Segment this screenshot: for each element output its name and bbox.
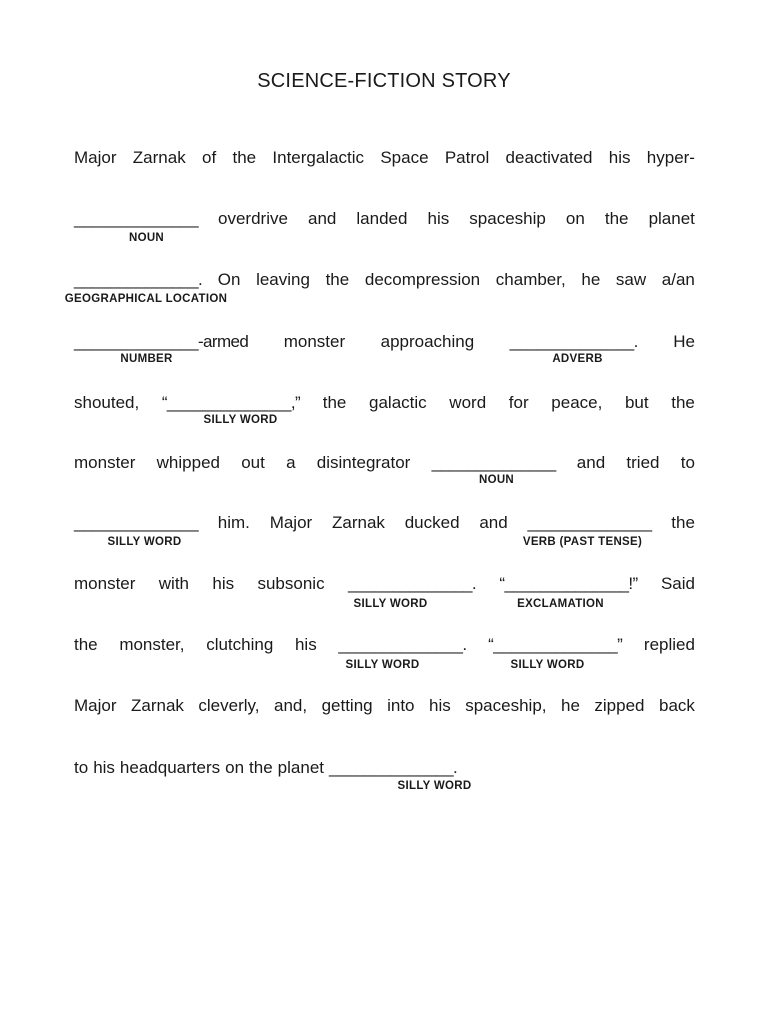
story-word: word [449, 393, 487, 412]
story-word: but [624, 393, 649, 412]
story-word: overdrive [218, 209, 288, 228]
story-word: the [232, 148, 257, 167]
story-word: tried [626, 453, 660, 472]
story-word: his [93, 758, 115, 777]
story-word: Major [269, 513, 313, 532]
story-word: Said [660, 574, 695, 593]
story-word: and, [273, 696, 308, 715]
story-word: a [286, 453, 296, 472]
story-word: hyper- [646, 148, 695, 167]
story-word: he [560, 696, 580, 715]
blank-label-silly-word: SILLY WORD [203, 414, 278, 426]
story-word: cleverly, [198, 696, 260, 715]
story-word: Major [74, 148, 117, 167]
story-word: Patrol [444, 148, 490, 167]
story-word: monster [74, 574, 136, 593]
story-word: galactic [369, 393, 427, 412]
story-word: whipped [156, 453, 220, 472]
story-word: leaving [256, 270, 310, 289]
fill-in-blank: ______________. [74, 270, 203, 289]
fill-in-blank: “______________!” [499, 574, 638, 593]
blank-label-verb-past-tense: VERB (PAST TENSE) [522, 536, 643, 548]
story-word: Zarnak [131, 696, 184, 715]
story-word: the [671, 513, 695, 532]
story-line [74, 694, 695, 718]
story-word: Space [380, 148, 429, 167]
story-word: back [658, 696, 695, 715]
story-line [74, 391, 695, 415]
story-word: and [576, 453, 606, 472]
story-line [74, 633, 695, 657]
story-word: shouted, [74, 393, 140, 412]
story-word: into [387, 696, 415, 715]
blank-label-exclamation: EXCLAMATION [517, 598, 604, 610]
story-word: zipped [594, 696, 645, 715]
story-word: Intergalactic [272, 148, 365, 167]
story-word: to [74, 758, 89, 777]
blank-label-geographical-location: GEOGRAPHICAL LOCATION [64, 293, 228, 305]
story-line [74, 146, 695, 170]
blank-label-adverb: ADVERB [552, 353, 603, 365]
story-word: of [202, 148, 217, 167]
story-word: his [608, 148, 631, 167]
story-word: chamber, [495, 270, 566, 289]
story-word: and [479, 513, 508, 532]
story-line [74, 756, 695, 780]
story-word: his [429, 696, 451, 715]
story-word: replied [643, 635, 695, 654]
story-word: on [225, 758, 245, 777]
fill-in-blank: ______________ [74, 513, 198, 532]
fill-in-blank: ______________ [527, 513, 652, 532]
story-word: the [671, 393, 695, 412]
story-word: clutching [206, 635, 274, 654]
story-word: decompression [364, 270, 481, 289]
story-word: the [249, 758, 273, 777]
story-word: the [74, 635, 98, 654]
blank-label-silly-word: SILLY WORD [107, 536, 182, 548]
story-word: and [307, 209, 337, 228]
story-word: monster [283, 332, 346, 351]
story-word: On [217, 270, 241, 289]
story-word: monster, [119, 635, 185, 654]
blank-label-number: NUMBER [120, 353, 173, 365]
story-word: he [581, 270, 601, 289]
story-word: on [565, 209, 585, 228]
story-word: the [604, 209, 629, 228]
story-word: spaceship, [465, 696, 547, 715]
fill-in-blank: ______________. [329, 758, 458, 777]
story-word: Zarnak [132, 148, 186, 167]
story-word: saw [615, 270, 647, 289]
story-word: planet [648, 209, 695, 228]
story-word: his [294, 635, 317, 654]
story-word: spaceship [469, 209, 546, 228]
blank-label-silly-word: SILLY WORD [353, 598, 428, 610]
story-line [74, 511, 695, 535]
blank-label-noun: NOUN [478, 474, 515, 486]
fill-in-blank: ______________ [74, 209, 198, 228]
blank-label-silly-word: SILLY WORD [510, 659, 585, 671]
fill-in-blank: ______________-armed [74, 332, 249, 351]
story-word: getting [321, 696, 373, 715]
story-line [74, 207, 695, 231]
story-word: Zarnak [332, 513, 385, 532]
story-word: approaching [380, 332, 475, 351]
story-word: out [241, 453, 265, 472]
story-word: monster [74, 453, 136, 472]
story-word: headquarters [119, 758, 221, 777]
fill-in-blank: ______________ [431, 453, 556, 472]
blank-label-silly-word: SILLY WORD [397, 780, 472, 792]
story-title: SCIENCE-FICTION STORY [257, 70, 511, 92]
story-word: with [158, 574, 190, 593]
story-word: Major [74, 696, 117, 715]
story-word: for [508, 393, 529, 412]
story-word: landed [356, 209, 408, 228]
fill-in-blank: “______________,” [161, 393, 301, 412]
story-word: disintegrator [316, 453, 411, 472]
story-word: ducked [404, 513, 460, 532]
story-word: to [680, 453, 695, 472]
story-line [74, 572, 695, 596]
fill-in-blank: ______________. [338, 635, 467, 654]
story-word: him. [217, 513, 250, 532]
blank-label-noun: NOUN [128, 232, 165, 244]
story-word: subsonic [257, 574, 325, 593]
story-word: planet [277, 758, 324, 777]
story-line [74, 268, 695, 292]
story-word: the [322, 393, 347, 412]
story-word: his [212, 574, 235, 593]
fill-in-blank: ______________. [347, 574, 477, 593]
blank-label-silly-word: SILLY WORD [345, 659, 420, 671]
fill-in-blank: ______________. [509, 332, 638, 351]
fill-in-blank: “______________” [488, 635, 623, 654]
story-word: his [427, 209, 450, 228]
story-word: He [673, 332, 695, 351]
story-word: the [325, 270, 350, 289]
story-word: deactivated [505, 148, 593, 167]
story-word: peace, [551, 393, 603, 412]
story-line [74, 451, 695, 475]
story-word: a/an [661, 270, 695, 289]
story-line [74, 330, 695, 354]
